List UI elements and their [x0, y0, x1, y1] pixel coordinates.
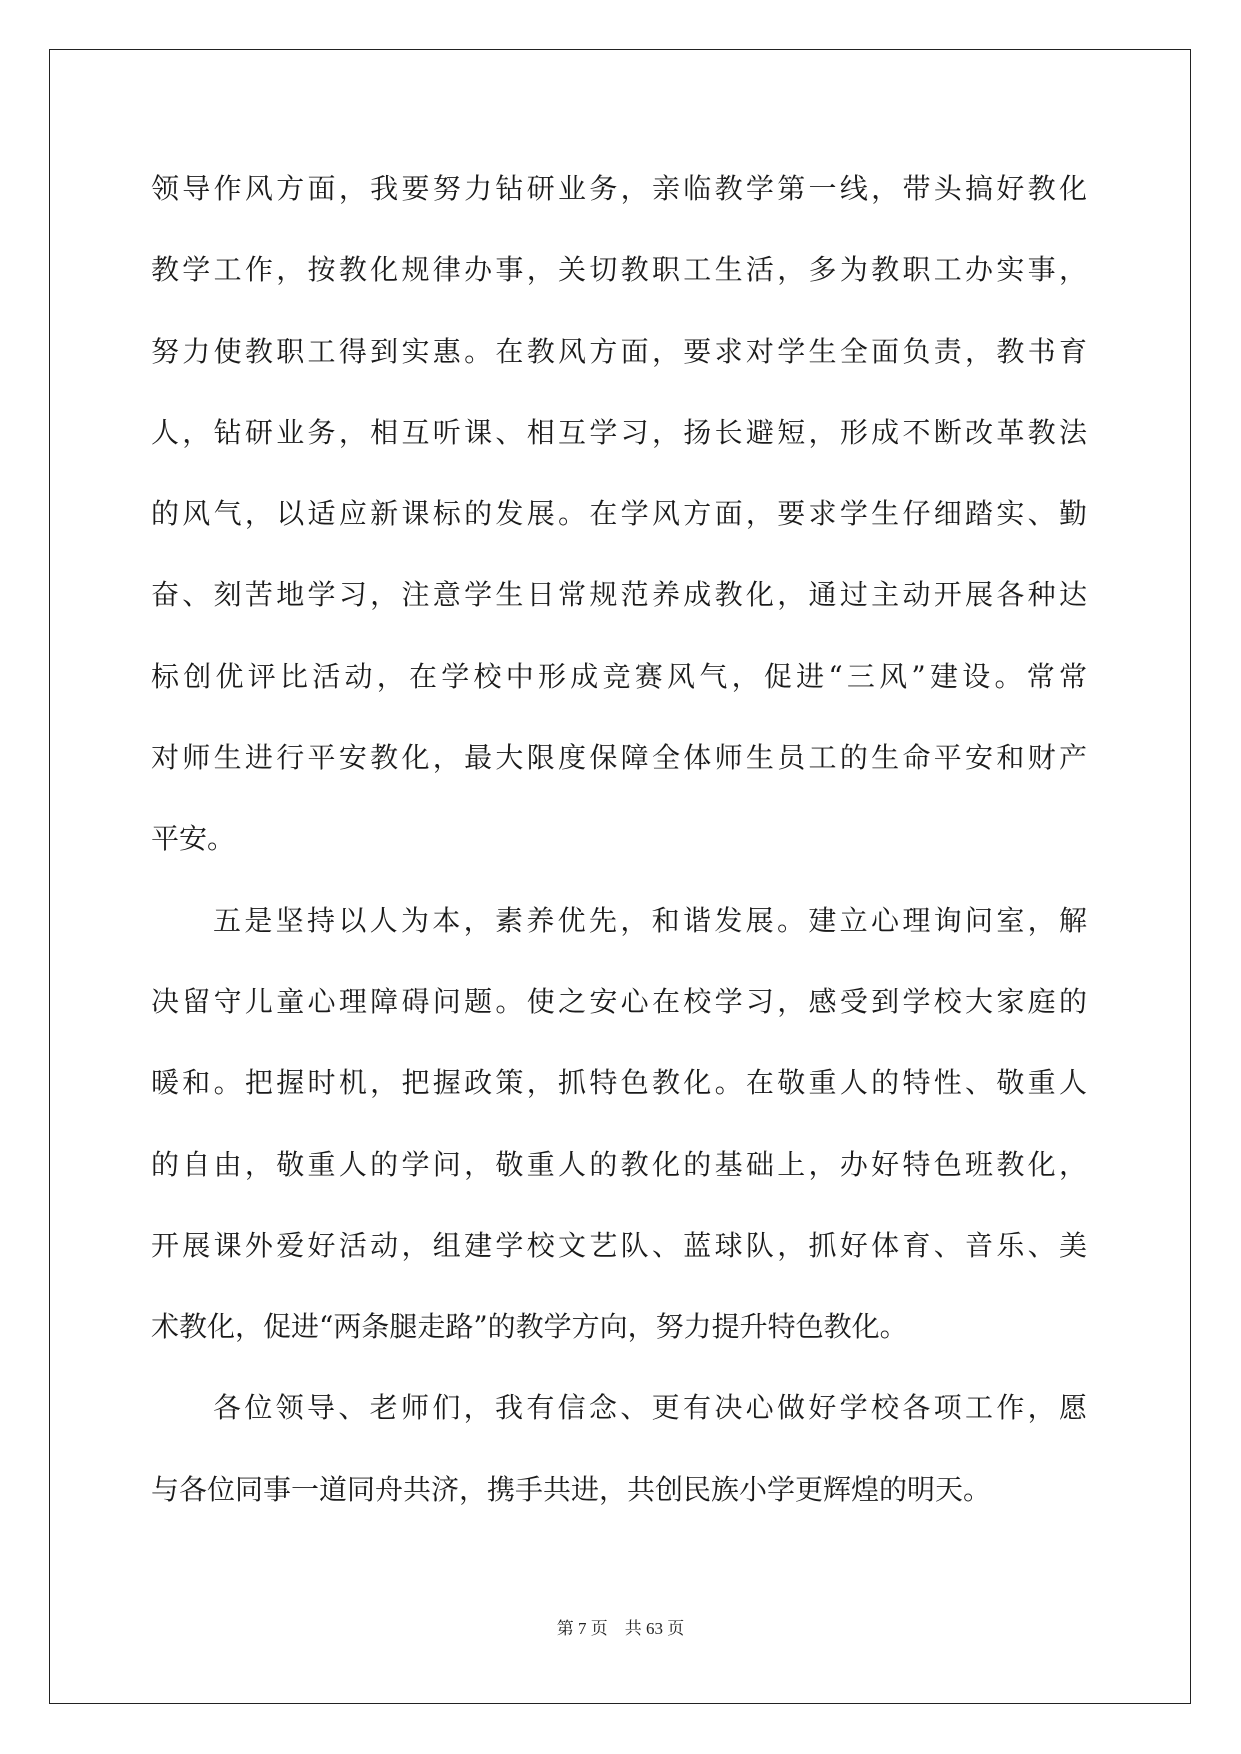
document-body — [151, 160, 1087, 1542]
text-line: 与各位同事一道同舟共济，携手共进，共创民族小学更辉煌的明天。 — [151, 1472, 992, 1506]
text-line: 教学工作，按教化规律办事，关切教职工生活，多为教职工办实事， — [151, 253, 1087, 287]
page-number-footer: 第 7 页 共 63 页 — [556, 1619, 685, 1638]
paragraph-first-line: 各位领导、老师们，我有信念、更有决心做好学校各项工作，愿 — [213, 1391, 1087, 1425]
paragraph-first-line: 五是坚持以人为本，素养优先，和谐发展。建立心理询问室，解 — [213, 903, 1087, 937]
text-line: 平安。 — [151, 822, 236, 856]
text-line: 奋、刻苦地学习，注意学生日常规范养成教化，通过主动开展各种达 — [151, 578, 1087, 612]
text-line: 标创优评比活动，在学校中形成竞赛风气，促进“三风”建设。常常 — [151, 659, 1087, 693]
text-line: 暖和。把握时机，把握政策，抓特色教化。在敬重人的特性、敬重人 — [151, 1066, 1087, 1100]
text-line: 开展课外爱好活动，组建学校文艺队、蓝球队，抓好体育、音乐、美 — [151, 1228, 1087, 1262]
text-line: 的风气，以适应新课标的发展。在学风方面，要求学生仔细踏实、勤 — [151, 497, 1087, 531]
text-line: 人，钻研业务，相互听课、相互学习，扬长避短，形成不断改革教法 — [151, 415, 1087, 449]
text-line: 决留守儿童心理障碍问题。使之安心在校学习，感受到学校大家庭的 — [151, 984, 1087, 1018]
text-line: 对师生进行平安教化，最大限度保障全体师生员工的生命平安和财产 — [151, 741, 1087, 775]
text-line: 术教化，促进“两条腿走路”的教学方向，努力提升特色教化。 — [151, 1310, 908, 1344]
text-line: 的自由，敬重人的学问，敬重人的教化的基础上，办好特色班教化， — [151, 1147, 1087, 1181]
text-line: 努力使教职工得到实惠。在教风方面，要求对学生全面负责，教书育 — [151, 334, 1087, 368]
text-line: 领导作风方面，我要努力钻研业务，亲临教学第一线，带头搞好教化 — [151, 172, 1087, 205]
